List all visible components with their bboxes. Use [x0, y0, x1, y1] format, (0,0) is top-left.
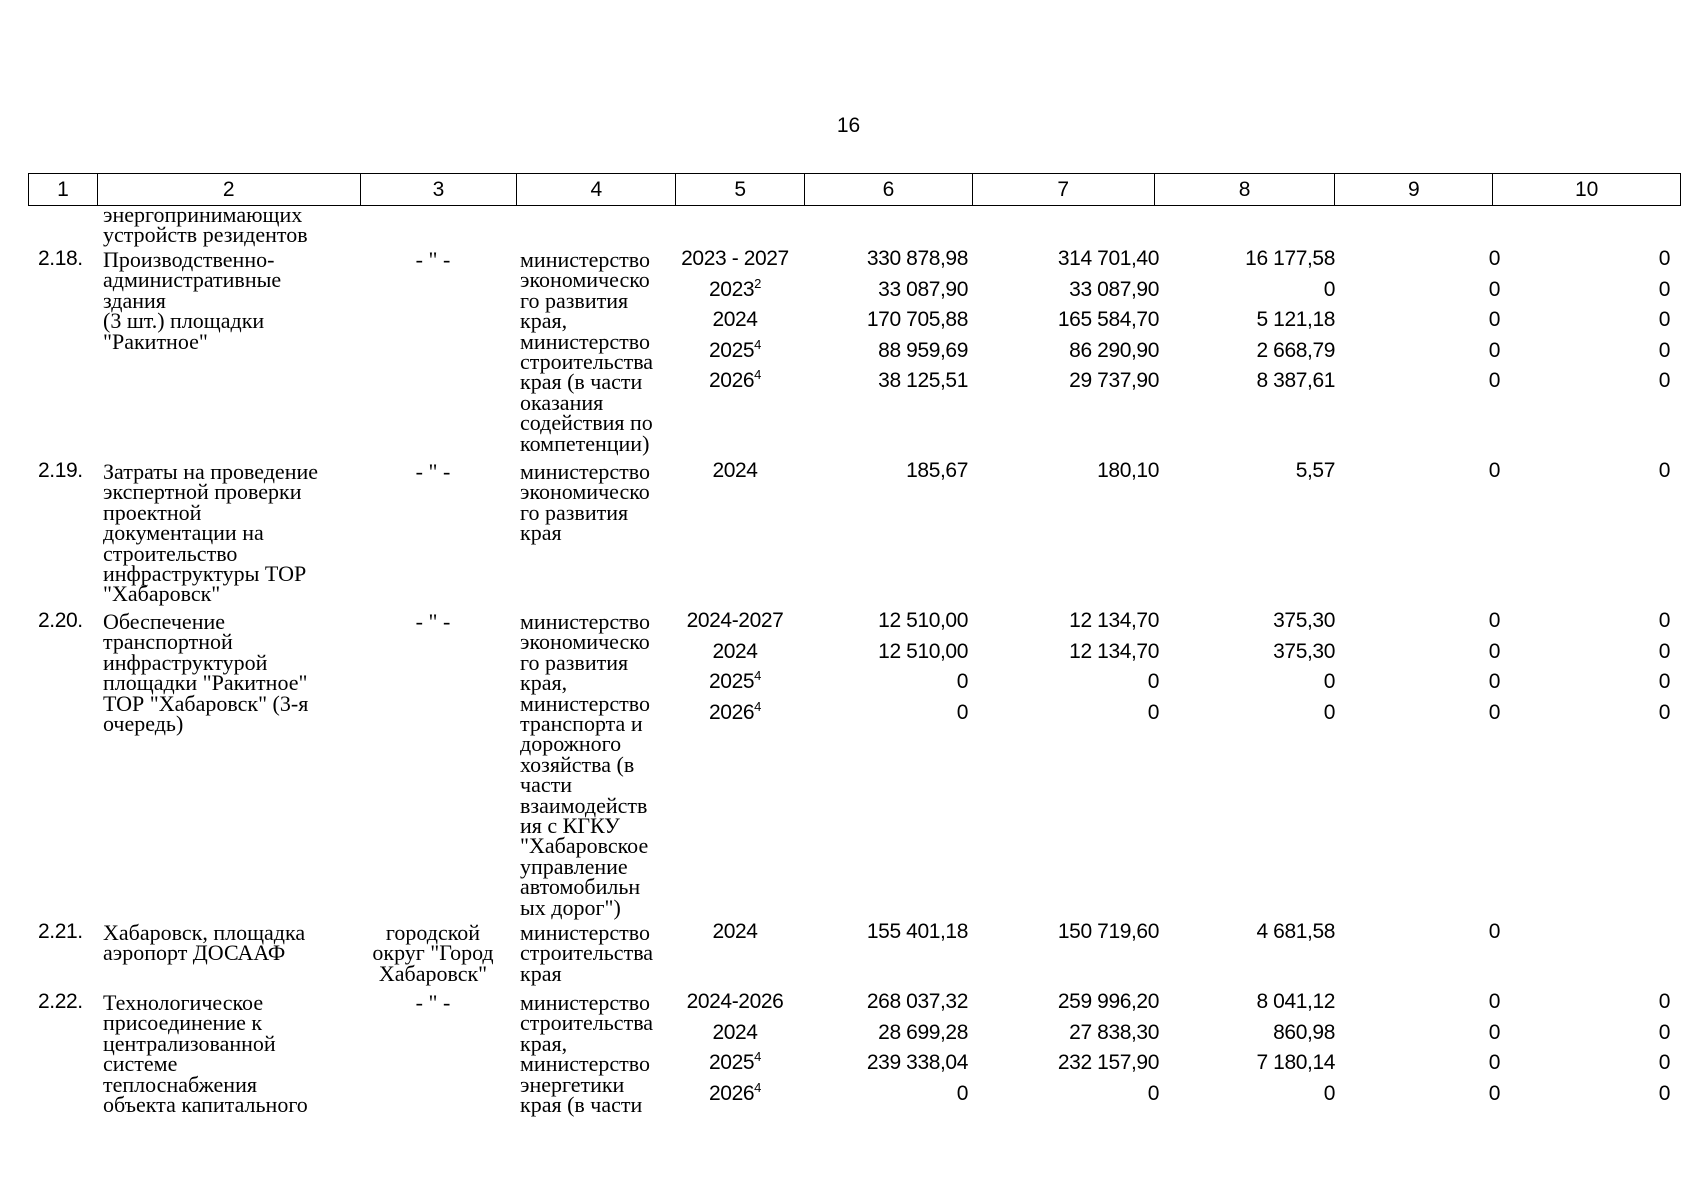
measure-name-line: централизованной: [103, 1030, 276, 1056]
responsible-executor-line: края (в части: [520, 1092, 643, 1118]
responsible-executor-line: министерство: [520, 609, 651, 634]
responsible-executor-line: края: [520, 520, 562, 546]
footnote-marker: 4: [754, 336, 761, 352]
table-body: [28, 202, 1681, 1118]
header-cell-8: 8: [1155, 174, 1336, 205]
total-amount-value: 0: [956, 670, 968, 693]
measure-name-cell: [103, 920, 363, 966]
measure-name-line: Технологическое: [103, 990, 264, 1015]
total-amount-value: 33 087,90: [878, 277, 968, 301]
year-value: [675, 244, 795, 275]
responsible-executor-line: дорожного: [520, 731, 622, 757]
local-budget-value: 0: [1488, 609, 1500, 632]
footnote-marker: 2: [754, 275, 761, 291]
responsible-executor-line: экономическо: [520, 479, 650, 505]
total-amount-value: 239 338,04: [866, 1051, 968, 1074]
table-row: [28, 987, 1681, 1117]
local-budget-value: 0: [1488, 639, 1500, 663]
table-row: [28, 606, 1681, 920]
year-text: 2025: [709, 670, 755, 693]
responsible-executor-cell: [520, 990, 665, 1118]
header-cell-5: 5: [676, 174, 805, 205]
local-budget-cell: [1358, 987, 1500, 1109]
responsible-executor-line: ых дорог"): [520, 894, 621, 920]
responsible-executor-cell: [520, 459, 665, 546]
header-cell-1: 1: [29, 174, 98, 205]
year-value: [675, 698, 795, 729]
responsible-executor-line: автомобильн: [520, 874, 641, 900]
municipality-cell: [358, 990, 508, 1015]
responsible-executor-line: края,: [520, 308, 568, 334]
regional-budget-value: 0: [1323, 277, 1335, 301]
local-budget-cell: [1358, 244, 1500, 397]
year-value: [675, 275, 795, 306]
responsible-executor-line: содействия по: [520, 410, 653, 436]
local-budget-value: 0: [1488, 369, 1500, 392]
municipality-line: - " -: [415, 990, 451, 1015]
regional-budget-cell: [1168, 606, 1335, 728]
responsible-executor-cell: [520, 920, 665, 986]
footnote-marker: 4: [754, 1049, 761, 1064]
year-value: [675, 987, 795, 1018]
continuation-line: устройств резидентов: [103, 222, 308, 248]
regional-budget-cell: [1168, 987, 1335, 1109]
responsible-executor-cell: [520, 609, 665, 920]
year-value: [675, 456, 795, 487]
row-number-cell: 2.19.: [38, 459, 83, 482]
year-value: [675, 366, 795, 397]
total-amount-value: 38 125,51: [878, 369, 968, 392]
total-amount-value: 28 699,28: [878, 1020, 968, 1044]
regional-budget-cell: [1168, 917, 1335, 948]
measure-name-line: "Хабаровск": [103, 581, 221, 607]
regional-budget-value: 2 668,79: [1256, 338, 1335, 362]
footnote-marker: 4: [754, 698, 761, 714]
federal-budget-cell: [983, 606, 1159, 728]
responsible-executor-line: строительства: [520, 940, 654, 966]
responsible-executor-line: взаимодейств: [520, 792, 648, 818]
regional-budget-value: 8 041,12: [1256, 990, 1335, 1013]
header-cell-3: 3: [361, 174, 518, 205]
measure-name-line: документации на: [103, 520, 264, 546]
regional-budget-cell: [1168, 244, 1335, 397]
municipality-cell: [358, 609, 508, 634]
federal-budget-value: 86 290,90: [1069, 338, 1159, 362]
other-sources-value: 0: [1658, 247, 1670, 270]
header-cell-9: 9: [1335, 174, 1493, 205]
other-sources-cell: [1508, 606, 1670, 728]
table-row: [28, 917, 1681, 987]
continuation-line: энергопринимающих: [103, 202, 303, 227]
local-budget-value: 0: [1488, 990, 1500, 1013]
row-number-cell: 2.20.: [38, 609, 83, 632]
measure-name-line: Хабаровск, площадка: [103, 920, 306, 945]
year-value: [675, 305, 795, 336]
responsible-executor-line: го развития: [520, 287, 629, 313]
local-budget-value: 0: [1488, 338, 1500, 362]
table-row: [28, 456, 1681, 606]
other-sources-value: 0: [1658, 369, 1670, 392]
federal-budget-value: 150 719,60: [1057, 920, 1159, 943]
municipality-line: - " -: [415, 247, 451, 272]
year-text: 2024-2027: [686, 609, 784, 632]
responsible-executor-line: ия с КГКУ: [520, 813, 620, 839]
other-sources-value: 0: [1658, 1020, 1670, 1044]
table-row-continuation: [28, 202, 1681, 248]
measure-name-line: присоединение к: [103, 1010, 263, 1036]
responsible-executor-line: хозяйства (в: [520, 751, 635, 777]
measure-name-line: проектной: [103, 499, 202, 525]
measure-name-line: аэропорт ДОСААФ: [103, 940, 286, 966]
measure-name-line: Производственно-: [103, 247, 275, 272]
local-budget-value: 0: [1488, 920, 1500, 943]
year-text: 2023: [709, 277, 755, 301]
responsible-executor-line: министерство: [520, 990, 651, 1015]
footnote-marker: 4: [754, 367, 761, 382]
measure-name-line: инфраструктурой: [103, 649, 268, 675]
year-text: 2026: [709, 369, 755, 392]
responsible-executor-line: министерство: [520, 328, 651, 354]
header-cell-7: 7: [973, 174, 1155, 205]
row-number-cell: 2.18.: [38, 247, 83, 270]
local-budget-value: 0: [1488, 1081, 1500, 1105]
municipality-cell: [358, 920, 508, 986]
regional-budget-value: 0: [1323, 700, 1335, 724]
total-amount-cell: [798, 244, 968, 397]
total-amount-value: 88 959,69: [878, 338, 968, 362]
measure-name-line: теплоснабжения: [103, 1071, 257, 1097]
regional-budget-value: 16 177,58: [1245, 247, 1335, 270]
year-value: [675, 1048, 795, 1079]
local-budget-value: 0: [1488, 459, 1500, 482]
other-sources-value: 0: [1658, 639, 1670, 663]
responsible-executor-cell: [520, 247, 665, 456]
other-sources-value: 0: [1658, 277, 1670, 301]
local-budget-value: 0: [1488, 308, 1500, 331]
municipality-cell: [358, 247, 508, 272]
total-amount-value: 0: [956, 1081, 968, 1105]
local-budget-value: 0: [1488, 247, 1500, 270]
regional-budget-value: 4 681,58: [1256, 920, 1335, 943]
regional-budget-value: 8 387,61: [1256, 369, 1335, 392]
other-sources-value: 0: [1658, 1081, 1670, 1105]
municipality-line: - " -: [415, 459, 451, 484]
total-amount-cell: [798, 456, 968, 487]
local-budget-value: 0: [1488, 670, 1500, 693]
municipality-cell: [358, 459, 508, 484]
regional-budget-cell: [1168, 456, 1335, 487]
year-value: [675, 606, 795, 637]
total-amount-value: 330 878,98: [866, 247, 968, 270]
measure-name-line: административные: [103, 267, 282, 293]
total-amount-value: 12 510,00: [878, 639, 968, 663]
year-text: 2024: [712, 920, 758, 943]
responsible-executor-line: "Хабаровское: [520, 833, 649, 859]
federal-budget-value: 165 584,70: [1057, 308, 1159, 331]
measure-name-cell: [103, 247, 363, 354]
footnote-marker: 4: [754, 668, 761, 683]
federal-budget-value: 12 134,70: [1069, 639, 1159, 663]
federal-budget-cell: [983, 244, 1159, 397]
year-value: [675, 1079, 795, 1110]
row-number-cell: 2.21.: [38, 920, 83, 943]
regional-budget-value: 860,98: [1273, 1020, 1335, 1044]
other-sources-cell: [1508, 987, 1670, 1109]
other-sources-cell: [1508, 456, 1670, 487]
header-cell-2: 2: [98, 174, 361, 205]
year-text: 2024: [712, 1020, 758, 1044]
local-budget-value: 0: [1488, 277, 1500, 301]
federal-budget-value: 29 737,90: [1069, 369, 1159, 392]
year-cell: [675, 987, 795, 1109]
year-text: 2025: [709, 338, 755, 362]
measure-name-line: "Ракитное": [103, 328, 208, 354]
measure-name-line: транспортной: [103, 629, 233, 655]
other-sources-cell: [1508, 244, 1670, 397]
responsible-executor-line: министерство: [520, 247, 651, 272]
responsible-executor-line: энергетики: [520, 1071, 625, 1097]
responsible-executor-line: управление: [520, 853, 628, 879]
other-sources-value: 0: [1658, 670, 1670, 693]
responsible-executor-line: компетенции): [520, 430, 650, 456]
regional-budget-value: 0: [1323, 670, 1335, 693]
year-cell: [675, 456, 795, 487]
year-text: 2024: [712, 459, 758, 482]
responsible-executor-line: министерство: [520, 690, 651, 716]
municipality-line: - " -: [415, 609, 451, 634]
regional-budget-value: 5,57: [1295, 459, 1335, 482]
regional-budget-value: 375,30: [1273, 639, 1335, 663]
responsible-executor-line: министерство: [520, 459, 651, 484]
page-number: 16: [836, 114, 861, 137]
total-amount-cell: [798, 917, 968, 948]
local-budget-cell: [1358, 917, 1500, 948]
year-text: 2026: [709, 700, 755, 724]
responsible-executor-line: строительства: [520, 1010, 654, 1036]
federal-budget-value: 0: [1147, 670, 1159, 693]
local-budget-value: 0: [1488, 700, 1500, 724]
other-sources-value: 0: [1658, 459, 1670, 482]
total-amount-cell: [798, 606, 968, 728]
federal-budget-value: 0: [1147, 700, 1159, 724]
year-text: 2023 - 2027: [681, 247, 789, 270]
federal-budget-value: 12 134,70: [1069, 609, 1159, 632]
year-cell: [675, 606, 795, 728]
responsible-executor-line: го развития: [520, 649, 629, 675]
local-budget-cell: [1358, 606, 1500, 728]
measure-name-line: системе: [103, 1051, 178, 1077]
total-amount-value: 185,67: [906, 459, 968, 482]
other-sources-value: 0: [1658, 609, 1670, 632]
responsible-executor-line: министерство: [520, 1051, 651, 1077]
measure-name-line: площадки "Ракитное": [103, 670, 308, 696]
year-text: 2024: [712, 639, 758, 663]
measure-name-line: объекта капитального: [103, 1092, 308, 1118]
federal-budget-value: 232 157,90: [1057, 1051, 1159, 1074]
total-amount-value: 0: [956, 700, 968, 724]
responsible-executor-line: оказания: [520, 389, 604, 415]
regional-budget-value: 5 121,18: [1256, 308, 1335, 331]
federal-budget-value: 180,10: [1097, 459, 1159, 482]
year-value: [675, 1018, 795, 1049]
other-sources-value: 0: [1658, 990, 1670, 1013]
municipality-line: Хабаровск": [378, 960, 488, 986]
responsible-executor-line: края: [520, 960, 562, 986]
year-value: [675, 667, 795, 698]
header-cell-4: 4: [517, 174, 676, 205]
responsible-executor-line: экономическо: [520, 629, 650, 655]
local-budget-value: 0: [1488, 1020, 1500, 1044]
year-text: 2026: [709, 1081, 755, 1105]
regional-budget-value: 375,30: [1273, 609, 1335, 632]
other-sources-value: 0: [1658, 308, 1670, 331]
local-budget-cell: [1358, 456, 1500, 487]
header-cell-10: 10: [1574, 178, 1599, 201]
responsible-executor-line: строительства: [520, 349, 654, 375]
year-cell: [675, 244, 795, 397]
year-text: 2025: [709, 1051, 755, 1074]
measure-name-line: ТОР "Хабаровск" (3-я: [103, 690, 309, 716]
regional-budget-value: 7 180,14: [1256, 1051, 1335, 1074]
responsible-executor-line: края,: [520, 670, 568, 696]
municipality-line: городской: [385, 920, 481, 945]
measure-name-cell: [103, 459, 363, 607]
municipality-line: округ "Город: [372, 940, 494, 966]
measure-name-line: Обеспечение: [103, 609, 225, 634]
federal-budget-cell: [983, 917, 1159, 948]
measure-name-line: очередь): [103, 711, 184, 737]
year-value: [675, 336, 795, 367]
federal-budget-value: 259 996,20: [1057, 990, 1159, 1013]
federal-budget-value: 314 701,40: [1057, 247, 1159, 270]
other-sources-value: 0: [1658, 700, 1670, 724]
federal-budget-cell: [983, 987, 1159, 1109]
measure-name-line: (3 шт.) площадки: [103, 308, 265, 334]
total-amount-value: 268 037,32: [866, 990, 968, 1013]
total-amount-value: 155 401,18: [866, 920, 968, 943]
federal-budget-value: 0: [1147, 1081, 1159, 1105]
federal-budget-value: 27 838,30: [1069, 1020, 1159, 1044]
federal-budget-value: 33 087,90: [1069, 277, 1159, 301]
footnote-marker: 4: [754, 1079, 761, 1095]
federal-budget-cell: [983, 456, 1159, 487]
total-amount-value: 170 705,88: [866, 308, 968, 331]
total-amount-cell: [798, 987, 968, 1109]
responsible-executor-line: края,: [520, 1030, 568, 1056]
continuation-text: [103, 202, 363, 248]
responsible-executor-line: экономическо: [520, 267, 650, 293]
responsible-executor-line: части: [520, 772, 572, 798]
year-value: [675, 637, 795, 668]
measure-name-cell: [103, 990, 363, 1118]
measure-name-cell: [103, 609, 363, 737]
measure-name-line: инфраструктуры ТОР: [103, 561, 307, 587]
local-budget-value: 0: [1488, 1051, 1500, 1074]
responsible-executor-line: края (в части: [520, 369, 643, 395]
year-value: [675, 917, 795, 948]
regional-budget-value: 0: [1323, 1081, 1335, 1105]
header-cell-6: 6: [805, 174, 973, 205]
year-text: 2024: [712, 308, 758, 331]
responsible-executor-line: го развития: [520, 499, 629, 525]
responsible-executor-line: транспорта и: [520, 711, 643, 737]
year-text: 2024-2026: [686, 990, 784, 1013]
responsible-executor-line: министерство: [520, 920, 651, 945]
year-cell: [675, 917, 795, 948]
other-sources-value: 0: [1658, 338, 1670, 362]
measure-name-line: экспертной проверки: [103, 479, 302, 505]
table-row: [28, 244, 1681, 456]
measure-name-line: Затраты на проведение: [103, 459, 319, 484]
measure-name-line: строительство: [103, 540, 238, 566]
other-sources-value: 0: [1658, 1051, 1670, 1074]
measure-name-line: здания: [103, 287, 166, 313]
row-number-cell: 2.22.: [38, 990, 83, 1013]
total-amount-value: 12 510,00: [878, 609, 968, 632]
